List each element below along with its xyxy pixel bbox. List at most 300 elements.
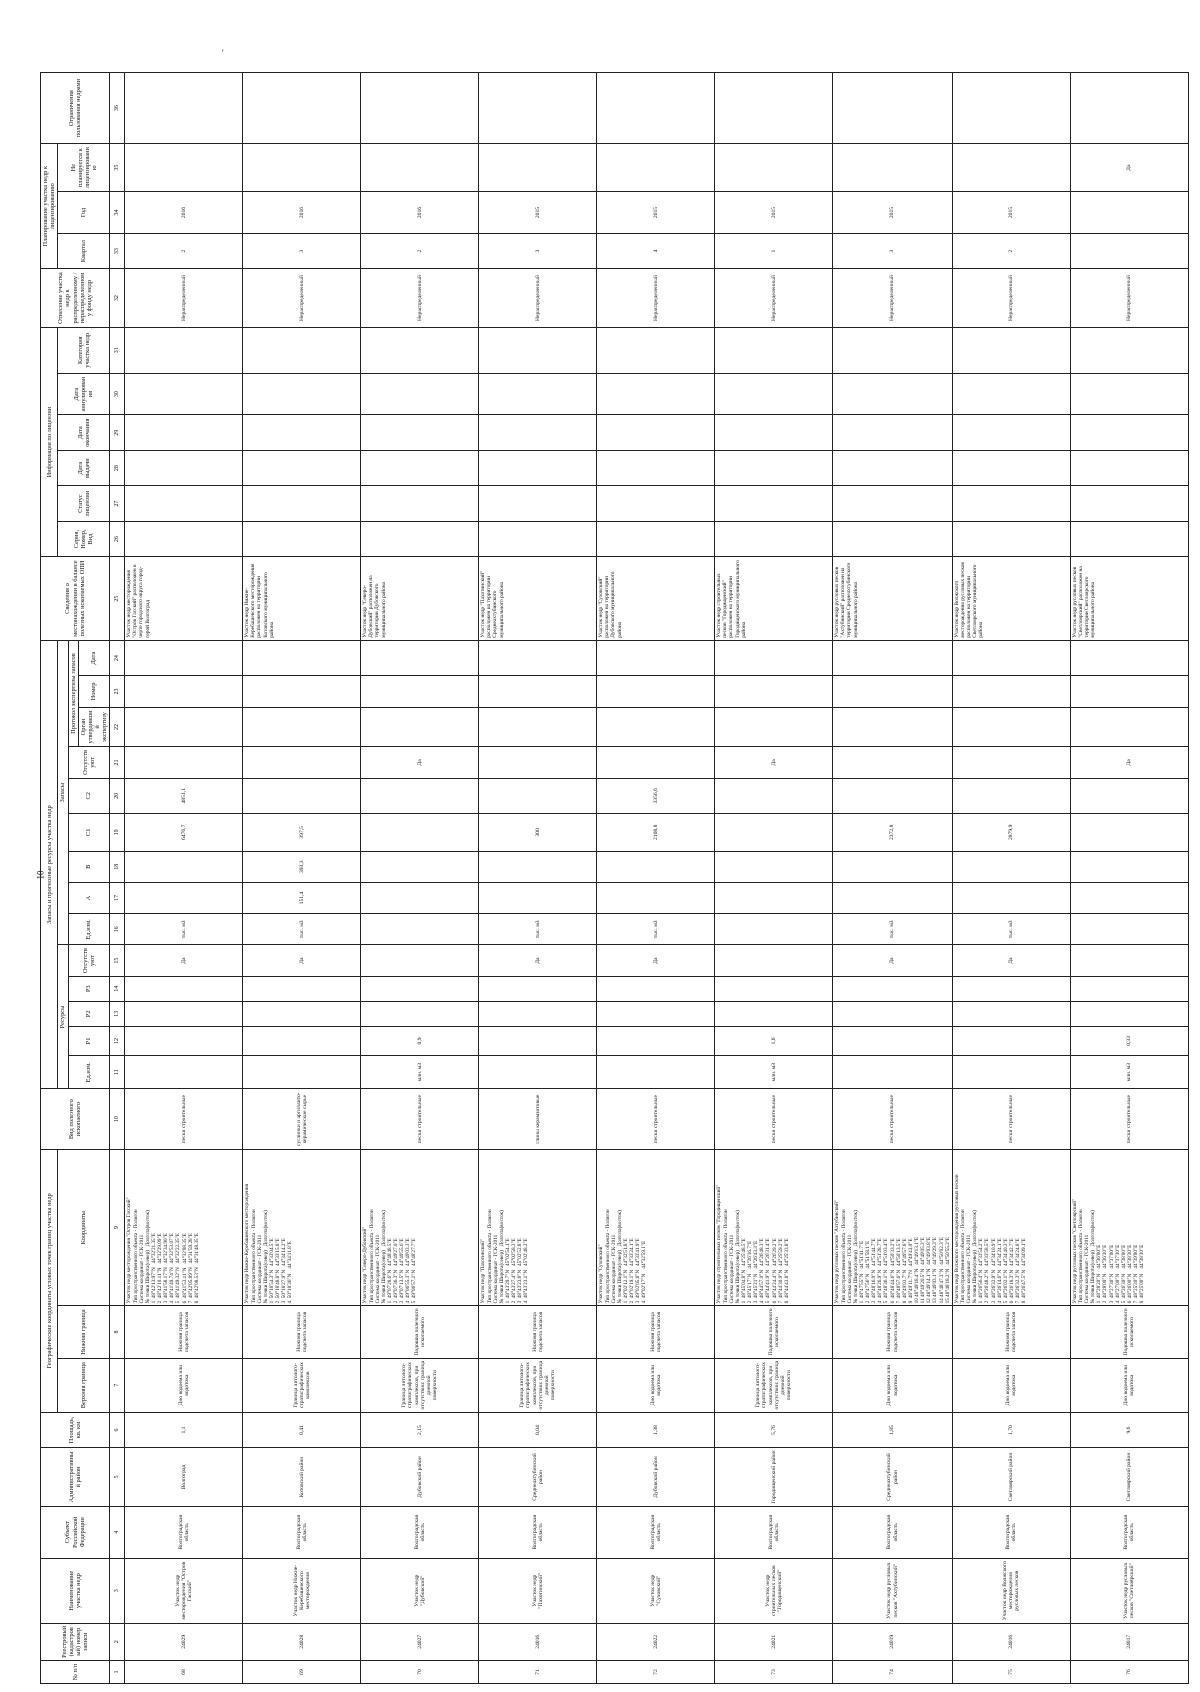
column-number: 6 xyxy=(110,1412,125,1447)
column-number: 34 xyxy=(110,192,125,234)
cell-pdate xyxy=(952,640,1070,676)
cell-a xyxy=(125,882,243,913)
cell-subject: Волгоградская область xyxy=(1070,1506,1188,1558)
col-pnum: Номер xyxy=(78,676,110,707)
col-coords: Координаты xyxy=(58,1149,110,1306)
cell-district: Среднеахтубинский район xyxy=(833,1448,952,1506)
cell-note xyxy=(597,73,715,144)
cell-upper: Дно водоема или водотока xyxy=(833,1358,952,1412)
cell-organ xyxy=(361,707,479,747)
column-number: 1 xyxy=(110,1661,125,1684)
cell-organ xyxy=(833,707,952,747)
cell-year: 2016 xyxy=(243,192,361,234)
cell-a xyxy=(597,882,715,913)
cell-subject: Волгоградская область xyxy=(125,1506,243,1558)
cell-mineral: пески строительные xyxy=(361,1089,479,1150)
cell-area: 2,15 xyxy=(361,1412,479,1447)
cell-lower: Нижняя граница подсчета запасов xyxy=(597,1306,715,1358)
col-issue: Дата выдачи xyxy=(58,450,110,485)
column-number: 10 xyxy=(110,1089,125,1150)
cell-p2 xyxy=(715,1001,833,1026)
cell-a xyxy=(952,882,1070,913)
cell-end xyxy=(361,415,479,450)
cell-b xyxy=(479,851,597,882)
cell-num: 68 xyxy=(125,1661,243,1684)
cell-r-unit xyxy=(479,1056,597,1089)
cell-cancel xyxy=(715,373,833,415)
column-number: 18 xyxy=(110,851,125,882)
cell-organ xyxy=(715,707,833,747)
cell-c1: 300 xyxy=(479,814,597,852)
col-p1: P1 xyxy=(68,1026,110,1055)
col-reserves-group: Запасы и прогнозные ресурсы участка недр xyxy=(41,640,58,1089)
table-row xyxy=(479,73,597,1684)
cell-z-absent xyxy=(833,747,952,778)
cell-note xyxy=(833,73,952,144)
col-c2: C2 xyxy=(68,778,110,813)
cell-cancel xyxy=(597,373,715,415)
register-body xyxy=(125,73,1188,1684)
cell-pdate xyxy=(597,640,715,676)
cell-issue xyxy=(243,450,361,485)
cell-r-absent xyxy=(715,945,833,976)
cell-year xyxy=(1070,192,1188,234)
col-r-absent: Отсутствуют xyxy=(68,945,110,976)
column-number: 14 xyxy=(110,976,125,1001)
cell-not-planned xyxy=(597,144,715,192)
cell-name: Участок недр Волжского месторождения русловых песков xyxy=(952,1558,1070,1623)
column-number: 24 xyxy=(110,640,125,676)
col-b: B xyxy=(68,851,110,882)
column-number: 17 xyxy=(110,882,125,913)
page-number: 10 xyxy=(35,870,46,880)
cell-c2: 4851,1 xyxy=(125,778,243,813)
document-frame xyxy=(40,72,1175,1684)
cell-num: 71 xyxy=(479,1661,597,1684)
cell-b xyxy=(952,851,1070,882)
cell-category xyxy=(1070,327,1188,373)
cell-area: 1,85 xyxy=(833,1412,952,1447)
cell-end xyxy=(597,415,715,450)
cell-district: Городищенский район xyxy=(715,1448,833,1506)
cell-quarter: 2 xyxy=(125,233,243,268)
cell-r-absent: Да xyxy=(597,945,715,976)
column-number: 26 xyxy=(110,521,125,556)
cell-cancel xyxy=(479,373,597,415)
cell-c2 xyxy=(715,778,833,813)
cell-district: Дубовский район xyxy=(361,1448,479,1506)
cell-name: Участок недр "Пахотинский" xyxy=(479,1558,597,1623)
cell-p1 xyxy=(125,1026,243,1055)
cell-not-planned xyxy=(715,144,833,192)
col-num: № п/п xyxy=(41,1661,110,1684)
column-number: 15 xyxy=(110,945,125,976)
cell-issue xyxy=(1070,450,1188,485)
cell-b xyxy=(597,851,715,882)
col-cancel: Дата аннулирования xyxy=(58,373,110,415)
col-area: Площадь, кв. км xyxy=(41,1412,110,1447)
cell-z-absent xyxy=(479,747,597,778)
cell-p3 xyxy=(243,976,361,1001)
cell-r-absent: Да xyxy=(479,945,597,976)
cell-state: Участок недр месторождения "Остров Гасский" расположен в черте городского округа город-герой Волгоград xyxy=(125,557,243,640)
cell-quarter: 4 xyxy=(597,233,715,268)
cell-quarter: 2 xyxy=(361,233,479,268)
cell-z-absent xyxy=(952,747,1070,778)
col-status: Статус лицензии xyxy=(58,486,110,521)
cell-z-unit xyxy=(361,914,479,945)
cell-state: Участок недр русловых песков "Ахтубинский" расположен на территории Среднеахтубинского муниципального района xyxy=(833,557,952,640)
cell-mineral: пески строительные xyxy=(715,1089,833,1150)
cell-p3 xyxy=(833,976,952,1001)
cell-relation: Нераспределенный xyxy=(243,269,361,327)
cell-state: Участок недр Волжского месторождения русловых песков расположен на территории Светлоярского муниципального района xyxy=(952,557,1070,640)
cell-p2 xyxy=(361,1001,479,1026)
cell-subject: Волгоградская область xyxy=(361,1506,479,1558)
cell-p1: 0,9 xyxy=(361,1026,479,1055)
cell-organ xyxy=(952,707,1070,747)
column-number: 36 xyxy=(110,73,125,144)
cell-r-unit xyxy=(833,1056,952,1089)
column-number-row xyxy=(110,73,125,1684)
cell-relation: Нераспределенный xyxy=(479,269,597,327)
col-not-planned: Не планируется к лицензированию xyxy=(58,144,110,192)
cell-p3 xyxy=(715,976,833,1001)
cell-a xyxy=(479,882,597,913)
cell-series xyxy=(597,521,715,556)
cell-reg: 24016 xyxy=(479,1623,597,1661)
cell-b xyxy=(833,851,952,882)
cell-state: Участок недр "Северо-Дубовский" расположен на территории Дубовского муниципального района xyxy=(361,557,479,640)
cell-coords: Участок недр "Северо-Дубовский" Тип пространственного объекта - Полигон Система координат - ГСК-2011 № точки Широта(север) Долгота(восток) 1 49°07'28.6"N 44°48'48.5"E 2 49°07'36.3"N 44°49'27.0"E 3 49°07'13.5"N 44°49'55.6"E 4 49°06'55.3"N 44°49'03.3"E 5 49°06'57.1"N 44°48'27.7"E xyxy=(361,1149,479,1306)
cell-name: Участок недр Нижне-Керебашевского месторождения xyxy=(243,1558,361,1623)
cell-district: Котовский район xyxy=(243,1448,361,1506)
cell-r-unit: млн. м3 xyxy=(361,1056,479,1089)
cell-subject: Волгоградская область xyxy=(952,1506,1070,1558)
cell-status xyxy=(361,486,479,521)
cell-cancel xyxy=(952,373,1070,415)
cell-r-unit: млн. м3 xyxy=(715,1056,833,1089)
column-number: 27 xyxy=(110,486,125,521)
cell-category xyxy=(833,327,952,373)
column-number: 25 xyxy=(110,557,125,640)
cell-pdate xyxy=(479,640,597,676)
cell-relation: Нераспределенный xyxy=(597,269,715,327)
cell-note xyxy=(243,73,361,144)
cell-district: Волгоград xyxy=(125,1448,243,1506)
cell-issue xyxy=(597,450,715,485)
cell-pnum xyxy=(952,676,1070,707)
col-mineral: Вид полезного ископаемого xyxy=(41,1089,110,1150)
col-protocol: Протокол экспертизы запасов xyxy=(68,640,78,747)
cell-p2 xyxy=(597,1001,715,1026)
column-number: 13 xyxy=(110,1001,125,1026)
cell-name: Участок недр строительных песков "Городищенский" xyxy=(715,1558,833,1623)
cell-r-unit: млн. м3 xyxy=(1070,1056,1188,1089)
cell-upper: Граница литолого-стратиграфических комплексов, при отсутствии: граница дневной поверхности xyxy=(479,1358,597,1412)
col-district: Административный район xyxy=(41,1448,110,1506)
col-resources: Ресурсы xyxy=(58,945,68,1089)
cell-p3 xyxy=(479,976,597,1001)
cell-lower: Нижняя граница подсчета запасов xyxy=(125,1306,243,1358)
cell-z-unit: тыс. м3 xyxy=(243,914,361,945)
cell-num: 72 xyxy=(597,1661,715,1684)
col-z-absent: Отсутствуют xyxy=(68,747,110,778)
cell-z-unit xyxy=(715,914,833,945)
cell-pnum xyxy=(479,676,597,707)
cell-c1: 397,5 xyxy=(243,814,361,852)
cell-mineral: пески строительные xyxy=(952,1089,1070,1150)
cell-area: 1,70 xyxy=(952,1412,1070,1447)
cell-lower: Подошва полезного ископаемого xyxy=(1070,1306,1188,1358)
cell-coords: Участок недр русловых песков "Ахтубинский" Тип пространственного объекта - Полигон Система координат - ГСК-2011 № точки Широта(север) Долгота(восток) 1 48°47'55"N 44°51'41.7"E 2 48°47'56"N 44°51'58.1"E 3 48°48'16.9"N 44°51'44.7"E 4 48°48'26.9"N 44°51'28.7"E 5 48°48'36.1"N 44°51'03.4"E 6 48°48'44.6"N 44°50'33.2"E 7 48°48'57.6"N 44°50'13.5"E 8 48°49'03.7"N 44°49'57.8"E 9 48°49'11.7"N 44°49'43.0"E 10 48°49'18.4"N 44°49'13.1"E 11 48°49'20.5"N 44°49'05.3"E 12 48°49'14.1"N 44°49'03.8"E 13 48°49'03.1"N 44°49'29.3"E 14 48°48'47.3"N 44°50'02.3"E 15 48°48'18.2"N 44°50'55.2"E xyxy=(833,1149,952,1306)
cell-relation: Нераспределенный xyxy=(361,269,479,327)
cell-relation: Нераспределенный xyxy=(833,269,952,327)
cell-cancel xyxy=(1070,373,1188,415)
cell-series xyxy=(125,521,243,556)
cell-area: 5,76 xyxy=(715,1412,833,1447)
cell-p2 xyxy=(125,1001,243,1026)
cell-pnum xyxy=(1070,676,1188,707)
cell-z-absent: Да xyxy=(715,747,833,778)
col-reg: Реестровый (кадастровый) номер записи xyxy=(41,1623,110,1661)
cell-not-planned xyxy=(479,144,597,192)
col-p2: P2 xyxy=(68,1001,110,1026)
column-number: 32 xyxy=(110,269,125,327)
col-r-unit: Ед.изм. xyxy=(68,1056,110,1089)
cell-quarter: 1 xyxy=(715,233,833,268)
column-number: 20 xyxy=(110,778,125,813)
cell-category xyxy=(243,327,361,373)
cell-c1: 2372,8 xyxy=(833,814,952,852)
column-number: 7 xyxy=(110,1358,125,1412)
cell-b xyxy=(1070,851,1188,882)
table-row xyxy=(597,73,715,1684)
col-upper: Верхняя граница xyxy=(58,1358,110,1412)
cell-subject: Волгоградская область xyxy=(479,1506,597,1558)
cell-r-unit xyxy=(125,1056,243,1089)
cell-p1 xyxy=(479,1026,597,1055)
cell-z-absent: Да xyxy=(361,747,479,778)
cell-c1 xyxy=(361,814,479,852)
cell-a xyxy=(715,882,833,913)
cell-state: Участок недр "Пахотинский" расположен на территории Среднеахтубинского муниципального района xyxy=(479,557,597,640)
cell-a xyxy=(1070,882,1188,913)
column-number: 2 xyxy=(110,1623,125,1661)
cell-c1: 6476,7 xyxy=(125,814,243,852)
cell-note xyxy=(1070,73,1188,144)
cell-district: Дубовский район xyxy=(597,1448,715,1506)
cell-year: 2015 xyxy=(597,192,715,234)
cell-area: 0,04 xyxy=(479,1412,597,1447)
cell-a: 151,4 xyxy=(243,882,361,913)
column-number: 9 xyxy=(110,1149,125,1306)
cell-reg: 24022 xyxy=(597,1623,715,1661)
cell-note xyxy=(715,73,833,144)
col-note: Ограничения пользования недрами xyxy=(41,73,110,144)
cell-year: 2015 xyxy=(952,192,1070,234)
cell-r-unit xyxy=(597,1056,715,1089)
header-row-1 xyxy=(41,73,58,1684)
cell-quarter: 2 xyxy=(952,233,1070,268)
cell-c2 xyxy=(1070,778,1188,813)
cell-num: 74 xyxy=(833,1661,952,1684)
cell-c1 xyxy=(715,814,833,852)
cell-reg: 24016 xyxy=(952,1623,1070,1661)
cell-pnum xyxy=(125,676,243,707)
cell-p1 xyxy=(597,1026,715,1055)
cell-r-absent: Да xyxy=(125,945,243,976)
cell-c1: 2879,9 xyxy=(952,814,1070,852)
col-p3: P3 xyxy=(68,976,110,1001)
cell-cancel xyxy=(361,373,479,415)
column-number: 33 xyxy=(110,233,125,268)
cell-subject: Волгоградская область xyxy=(833,1506,952,1558)
cell-z-unit xyxy=(1070,914,1188,945)
cell-c1 xyxy=(1070,814,1188,852)
cell-status xyxy=(597,486,715,521)
cell-year: 2015 xyxy=(833,192,952,234)
col-year: Год xyxy=(58,192,110,234)
cell-series xyxy=(243,521,361,556)
cell-organ xyxy=(597,707,715,747)
cell-mineral: глины керамзитовые xyxy=(479,1089,597,1150)
column-number: 35 xyxy=(110,144,125,192)
cell-issue xyxy=(361,450,479,485)
col-plan-group: Планирование участка недр к лицензированию xyxy=(41,144,58,269)
cell-reg: 24029 xyxy=(125,1623,243,1661)
cell-z-unit: тыс. м3 xyxy=(125,914,243,945)
cell-b xyxy=(361,851,479,882)
cell-series xyxy=(479,521,597,556)
cell-r-absent: Да xyxy=(833,945,952,976)
cell-c2 xyxy=(479,778,597,813)
cell-year: 2015 xyxy=(715,192,833,234)
cell-series xyxy=(1070,521,1188,556)
register-table xyxy=(40,72,1189,1684)
cell-issue xyxy=(952,450,1070,485)
cell-category xyxy=(597,327,715,373)
cell-organ xyxy=(243,707,361,747)
cell-status xyxy=(479,486,597,521)
cell-r-unit xyxy=(243,1056,361,1089)
column-number: 22 xyxy=(110,707,125,747)
cell-reg: 24017 xyxy=(1070,1623,1188,1661)
cell-relation: Нераспределенный xyxy=(952,269,1070,327)
cell-series xyxy=(952,521,1070,556)
cell-reg: 24028 xyxy=(243,1623,361,1661)
cell-quarter xyxy=(1070,233,1188,268)
col-license-group: Информация по лицензии xyxy=(41,327,58,557)
col-c1: C1 xyxy=(68,814,110,852)
cell-mineral: пески строительные xyxy=(125,1089,243,1150)
cell-district: Светлоярский район xyxy=(952,1448,1070,1506)
cell-status xyxy=(1070,486,1188,521)
cell-coords: Участок недр строительных песков "Городищенский" Тип пространственного объекта - Полигон Система координат - ГСК-2011 № точки Широта(север) Долгота(восток) 1 48°45'04.8"N 44°25'48.5"E 2 48°45'17"N 44°26'16.7"E 3 48°45'21"N 44°26'43.3"E 4 48°44'57.0"N 44°26'48.3"E 5 48°44'41.9"N 44°26'31.4"E 6 48°44'24.4"N 44°26'29.2"E 7 48°44'30.9"N 44°25'59.2"E 8 48°44'43.8"N 44°25'33.8"E xyxy=(715,1149,833,1306)
cell-area: 1,1 xyxy=(125,1412,243,1447)
cell-note xyxy=(361,73,479,144)
cell-name: Участок недр "Дубовский" xyxy=(361,1558,479,1623)
cell-b xyxy=(715,851,833,882)
cell-category xyxy=(715,327,833,373)
cell-z-absent xyxy=(597,747,715,778)
cell-end xyxy=(952,415,1070,450)
cell-end xyxy=(833,415,952,450)
cell-end xyxy=(479,415,597,450)
table-row xyxy=(952,73,1070,1684)
table-row xyxy=(715,73,833,1684)
cell-category xyxy=(479,327,597,373)
cell-a xyxy=(833,882,952,913)
col-a: A xyxy=(68,882,110,913)
cell-issue xyxy=(833,450,952,485)
col-category: Категория участка недр xyxy=(58,327,110,373)
cell-note xyxy=(479,73,597,144)
cell-r-unit xyxy=(952,1056,1070,1089)
cell-pnum xyxy=(597,676,715,707)
cell-pnum xyxy=(833,676,952,707)
cell-year: 2015 xyxy=(479,192,597,234)
cell-district: Среднеахтубинский район xyxy=(479,1448,597,1506)
cell-end xyxy=(715,415,833,450)
cell-lower: Подошва полезного ископаемого xyxy=(715,1306,833,1358)
cell-r-absent xyxy=(1070,945,1188,976)
cell-r-absent: Да xyxy=(952,945,1070,976)
column-number: 29 xyxy=(110,415,125,450)
col-series: Серия, Номер, Вид xyxy=(58,521,110,556)
col-lower: Нижняя граница xyxy=(58,1306,110,1358)
cell-p3 xyxy=(1070,976,1188,1001)
col-subject: Субъект Российской Федерации xyxy=(41,1506,110,1558)
table-row xyxy=(243,73,361,1684)
cell-subject: Волгоградская область xyxy=(715,1506,833,1558)
col-z-unit: Ед.изм. xyxy=(68,914,110,945)
cell-name: Участок недр русловых песков "Светлоярский" xyxy=(1070,1558,1188,1623)
col-state: Сведения о местонахождении в балансе полезных ископаемых ОПИ xyxy=(41,557,110,640)
cell-state: Участок недр русловых песков "Светлоярский" расположен на территории Светлоярского муниципального района xyxy=(1070,557,1188,640)
cell-district: Светлоярский район xyxy=(1070,1448,1188,1506)
cell-status xyxy=(125,486,243,521)
column-number: 28 xyxy=(110,450,125,485)
cell-p1: 0,33 xyxy=(1070,1026,1188,1055)
cell-name: Участок недр месторождения "Остров Гасский" xyxy=(125,1558,243,1623)
cell-r-absent: Да xyxy=(243,945,361,976)
column-number: 23 xyxy=(110,676,125,707)
table-row xyxy=(1070,73,1188,1684)
cell-area: 9,6 xyxy=(1070,1412,1188,1447)
cell-p3 xyxy=(597,976,715,1001)
cell-category xyxy=(125,327,243,373)
cell-c2: 3356,6 xyxy=(597,778,715,813)
cell-pdate xyxy=(243,640,361,676)
cell-note xyxy=(952,73,1070,144)
table-row xyxy=(361,73,479,1684)
col-geo-group: Географические координаты угловых точек границ участка недр xyxy=(41,1149,58,1412)
cell-upper: Дно водоема или водотока xyxy=(952,1358,1070,1412)
cell-cancel xyxy=(243,373,361,415)
cell-quarter: 3 xyxy=(479,233,597,268)
cell-not-planned xyxy=(125,144,243,192)
cell-state: Участок недр "Суховский" расположен на территории Дубовского муниципального района xyxy=(597,557,715,640)
cell-num: 69 xyxy=(243,1661,361,1684)
cell-a xyxy=(361,882,479,913)
cell-issue xyxy=(125,450,243,485)
cell-mineral: пески строительные xyxy=(1070,1089,1188,1150)
cell-pdate xyxy=(125,640,243,676)
cell-quarter: 3 xyxy=(243,233,361,268)
cell-z-unit: тыс. м3 xyxy=(597,914,715,945)
column-number: 12 xyxy=(110,1026,125,1055)
